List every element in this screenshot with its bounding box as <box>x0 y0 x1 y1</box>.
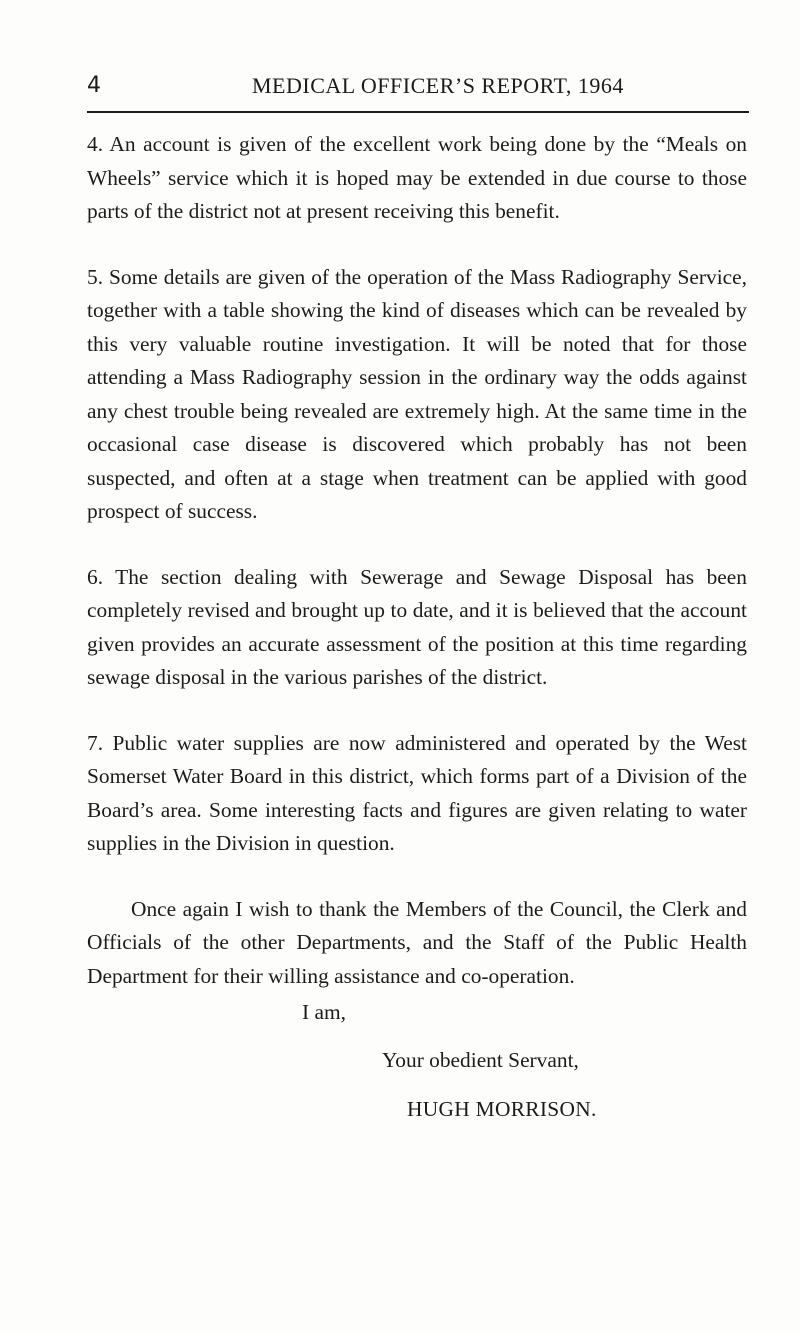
running-title: MEDICAL OFFICER’S REPORT, 1964 <box>252 73 624 98</box>
signatory-name: HUGH MORRISON. <box>407 1097 597 1121</box>
signoff-servant: Your obedient Servant, <box>382 1048 579 1072</box>
paragraph-thanks: Once again I wish to thank the Members of the Council, the Clerk and Officials of the other Departments, and the Staff of the Public Health Department for their willing assistance and co-operation. <box>87 896 747 988</box>
header-rule <box>87 111 749 113</box>
paragraph-meals-on-wheels: 4. An account is given of the excellent work being done by the “Meals on Wheels” service which it is hoped may be extended in due course to those parts of the district not at present receiving this benefit. <box>87 132 747 223</box>
paragraph-sewerage: 6. The section dealing with Sewerage and Sewage Disposal has been completely revised and brought up to date, and it is believed that the account given provides an accurate assessment of the position at this time regarding sewage disposal in the various parishes of the district. <box>87 564 747 689</box>
paragraph-water-supplies: 7. Public water supplies are now administered and operated by the West Somerset Water Board in this district, which forms part of a Division of the Board’s area. Some interesting facts and figures are given relating to water supplies in the Division in question. <box>87 730 747 855</box>
paragraph-mass-radiography: 5. Some details are given of the operation of the Mass Radiography Service, together with a table showing the kind of diseases which can be revealed by this very valuable routine investigation. It will be noted that for those attending a Mass Radiography session in the ordinary way the odds against any chest trouble being revealed are extremely high. At the same time in the occasional case disease is discovered which probably has not been suspected, and often at a stage when treatment can be applied with good prospect of success. <box>87 264 747 523</box>
page-number: 4 <box>87 73 101 98</box>
report-body <box>87 128 747 1025</box>
page-header <box>87 73 747 103</box>
signoff-i-am: I am, <box>302 1000 346 1024</box>
